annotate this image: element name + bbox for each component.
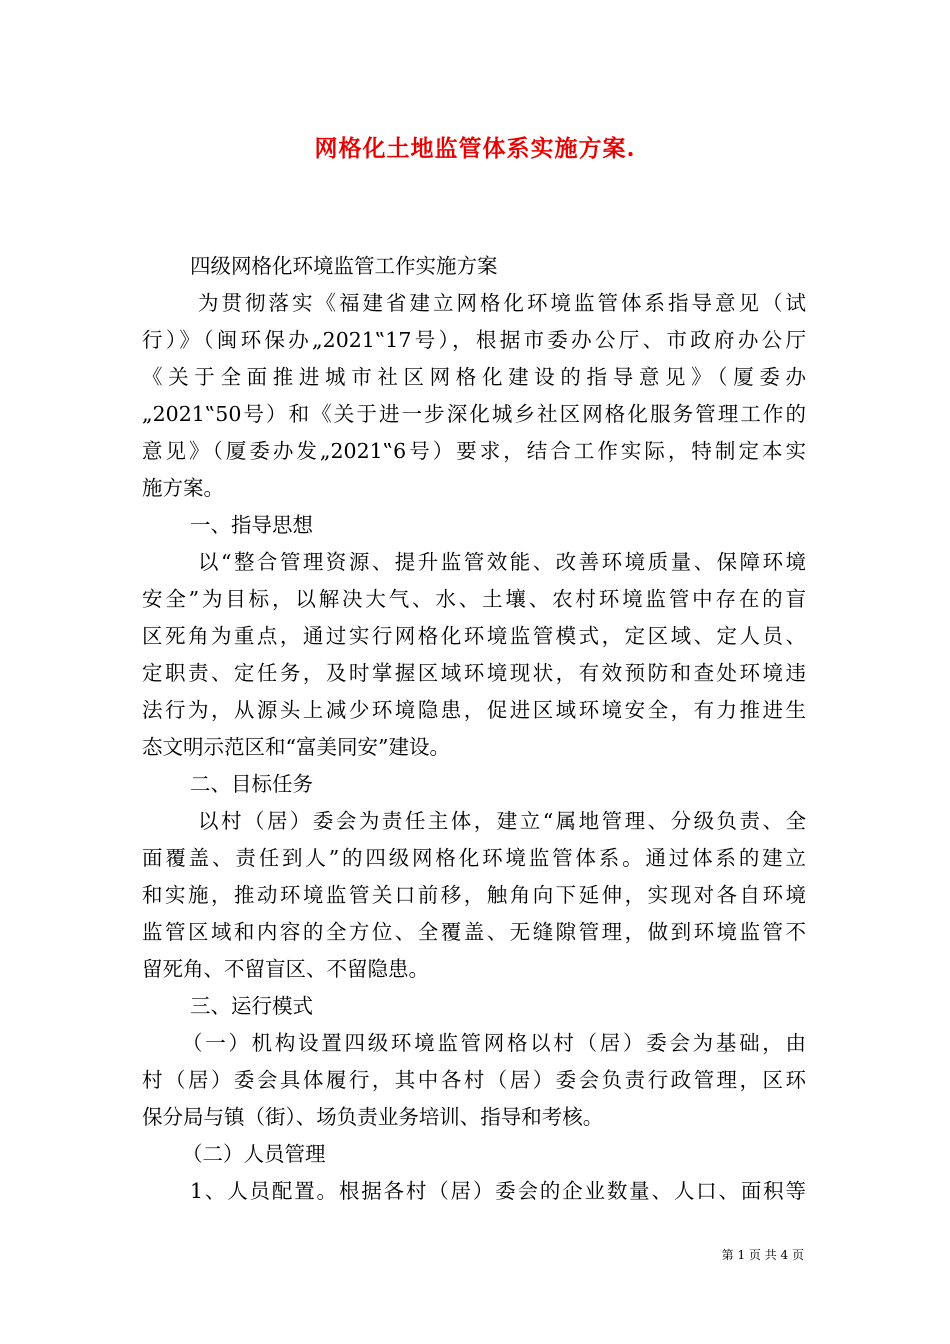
body-line: 监管区域和内容的全方位、全覆盖、无缝隙管理，做到环境监管不 [142,920,806,944]
body-line: 行）》（闽环保办„2021‟17号），根据市委办公厅、市政府办公厅 [142,328,806,352]
body-line: 意见》（厦委办发„2021‟6号）要求，结合工作实际，特制定本实 [142,439,806,463]
body-line: 村（居）委会具体履行，其中各村（居）委会负责行政管理，区环 [142,1068,806,1092]
body-line: 定职责、定任务，及时掌握区域环境现状，有效预防和查处环境违 [142,661,806,685]
body-line: 安全”为目标，以解决大气、水、土壤、农村环境监管中存在的盲 [142,587,806,611]
body-line: 二、目标任务 [190,772,313,796]
body-line: „2021‟50号）和《关于进一步深化城乡社区网格化服务管理工作的 [142,402,806,426]
body-line: 四级网格化环境监管工作实施方案 [190,254,498,278]
body-line: 一、指导思想 [190,513,313,537]
body-line: （一）机构设置四级环境监管网格以村（居）委会为基础，由 [182,1031,806,1055]
body-line: 留死角、不留盲区、不留隐患。 [142,957,429,981]
body-line: 态文明示范区和“富美同安”建设。 [142,735,450,759]
body-line: 保分局与镇（街）、场负责业务培训、指导和考核。 [142,1105,604,1129]
body-line: 三、运行模式 [190,994,313,1018]
body-line: 1、人员配置。根据各村（居）委会的企业数量、人口、面积等 [190,1179,806,1203]
body-line: （二）人员管理 [182,1142,326,1166]
body-line: 施方案。 [142,476,224,500]
body-line: 法行为，从源头上减少环境隐患，促进区域环境安全，有力推进生 [142,698,806,722]
body-line: 《关于全面推进城市社区网格化建设的指导意见》（厦委办 [142,365,806,389]
body-line: 面覆盖、责任到人”的四级网格化环境监管体系。通过体系的建立 [142,846,806,870]
document-title: 网格化土地监管体系实施方案. [314,135,636,162]
body-line: 以“整合管理资源、提升监管效能、改善环境质量、保障环境 [198,550,806,574]
page-footer: 第 1 页 共 4 页 [721,1248,804,1262]
body-line: 和实施，推动环境监管关口前移，触角向下延伸，实现对各自环境 [142,883,806,907]
body-line: 为贯彻落实《福建省建立网格化环境监管体系指导意见（试 [198,291,806,315]
body-line: 区死角为重点，通过实行网格化环境监管模式，定区域、定人员、 [142,624,806,648]
body-line: 以村（居）委会为责任主体，建立“属地管理、分级负责、全 [198,809,806,833]
document-body [142,248,806,1210]
